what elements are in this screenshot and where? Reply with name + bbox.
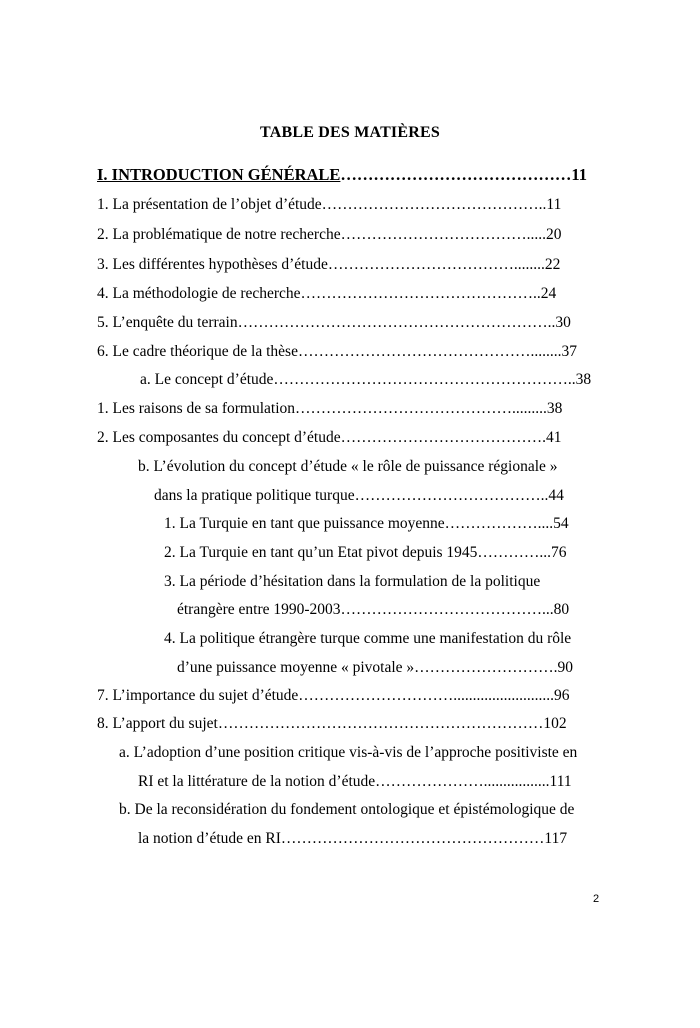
toc-entry: RI et la littérature de la notion d’étude………………….................111 — [138, 773, 572, 790]
toc-entry: 1. La présentation de l’objet d’étude……………………………………..11 — [97, 196, 562, 213]
toc-entry: a. L’adoption d’une position critique vis-à-vis de l’approche positiviste en — [119, 744, 578, 761]
toc-entry: 4. La méthodologie de recherche………………………………………..24 — [97, 285, 557, 302]
toc-entry: b. De la reconsidération du fondement ontologique et épistémologique de — [119, 801, 575, 818]
toc-entry: 3. Les différentes hypothèses d’étude………………………………........22 — [97, 256, 561, 273]
toc-entry: b. L’évolution du concept d’étude « le rôle de puissance régionale » — [138, 458, 558, 475]
toc-entry: 8. L’apport du sujet………………………………………………………102 — [97, 715, 567, 732]
toc-entry: 3. La période d’hésitation dans la formulation de la politique — [164, 573, 541, 590]
toc-entry: 2. La Turquie en tant qu’un Etat pivot depuis 1945…………...76 — [164, 544, 567, 561]
toc-entry-introduction — [97, 165, 587, 185]
toc-entry: 2. La problématique de notre recherche……………………………….....20 — [97, 226, 562, 243]
page-number: 2 — [593, 893, 600, 905]
toc-entry: 1. Les raisons de sa formulation…………………………………….........38 — [97, 400, 563, 417]
toc-entry: 1. La Turquie en tant que puissance moyenne………………....54 — [164, 515, 569, 532]
toc-entry: 5. L’enquête du terrain……………………………………………………..30 — [97, 314, 571, 331]
toc-entry: 2. Les composantes du concept d’étude………………………………….41 — [97, 429, 562, 446]
toc-entry: a. Le concept d’étude…………………………………………………..38 — [140, 371, 592, 388]
toc-entry-introduction-label: I. INTRODUCTION GÉNÉRALE — [97, 165, 341, 184]
toc-entry-introduction-leader: ……………………………………11 — [340, 165, 588, 184]
toc-entry: dans la pratique politique turque………………………………..44 — [154, 487, 564, 504]
toc-entry: 7. L’importance du sujet d’étude…………………………..........................96 — [97, 687, 570, 704]
toc-entry: la notion d’étude en RI……………………………………………117 — [138, 830, 568, 847]
toc-entry: étrangère entre 1990-2003…………………………………...80 — [177, 601, 570, 618]
toc-entry: 6. Le cadre théorique de la thèse………………………………………........37 — [97, 343, 577, 360]
toc-entry: 4. La politique étrangère turque comme une manifestation du rôle — [164, 630, 572, 647]
page-title: TABLE DES MATIÈRES — [260, 124, 440, 141]
toc-entry: d’une puissance moyenne « pivotale »……………………….90 — [177, 659, 574, 676]
